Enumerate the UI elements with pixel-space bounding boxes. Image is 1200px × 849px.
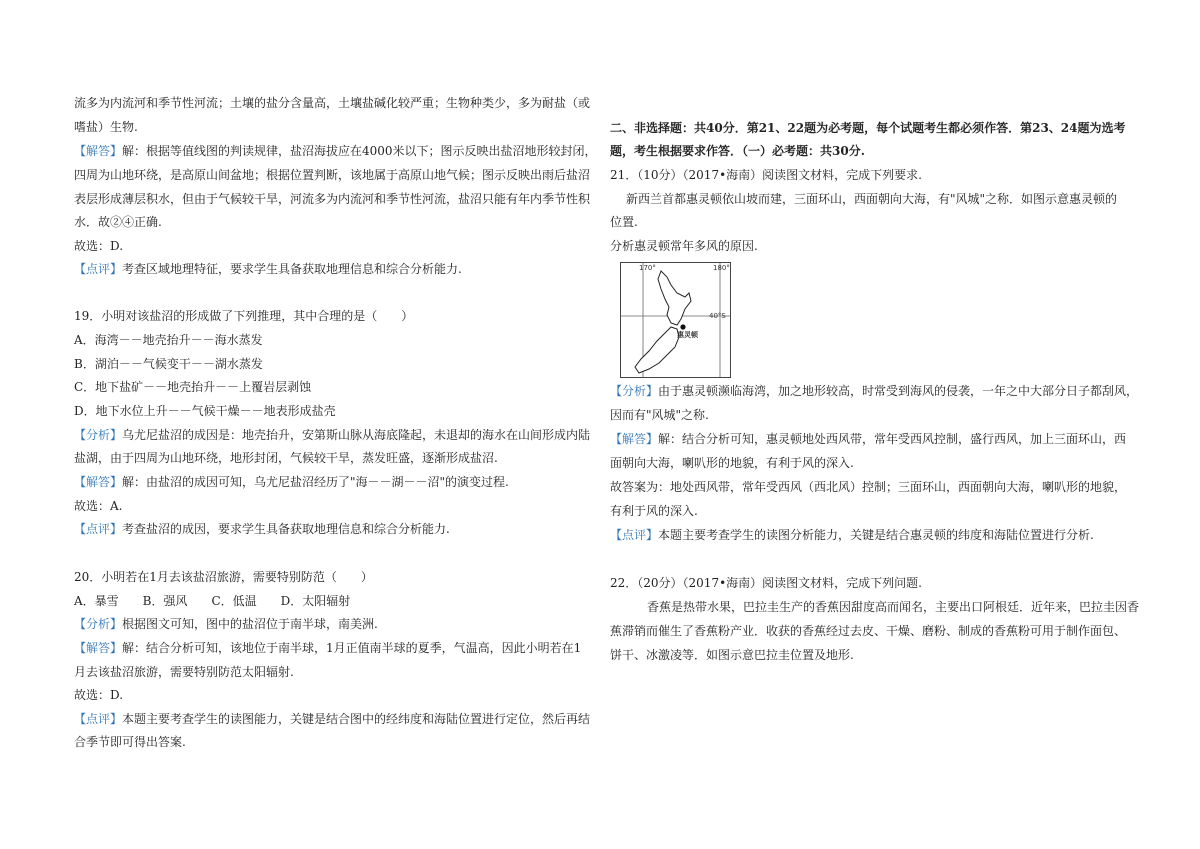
analysis-text: 由于惠灵顿濒临海湾，加之地形较高，时常受到海风的侵袭，一年之中大部分日子都刮风， [658,384,1139,398]
comment-text: 本题主要考查学生的读图能力，关键是结合图中的经纬度和海陆位置进行定位，然后再结 [122,712,591,726]
wellington-map [620,262,731,378]
q18-text-line-2: 嗜盐）生物. [74,120,138,134]
q21-final-line-2: 有利于风的深入. [610,504,698,518]
q19-answer [74,473,509,491]
q18-text-line-1: 流多为内流河和季节性河流；土壤的盐分含量高，土壤盐碱化较严重；生物种类少，多为耐盐（或 [74,96,591,110]
section-header-line-2: 题，考生根据要求作答．（一）必考题：共30分. [610,144,865,158]
q19-option-a: A．海湾－－地壳抬升－－海水蒸发 [74,333,263,347]
q22-material-line-2: 蕉滞销而催生了香蕉粉产业．收获的香蕉经过去皮、干燥、磨粉、制成的香蕉粉可用于制作面包、 [610,624,1127,638]
q21-analysis-line-1 [610,382,1138,400]
map-graphic [621,263,730,377]
comment-text: 考查盐沼的成因，要求学生具备获取地理信息和综合分析能力. [122,522,450,536]
q19-choice: 故选：A. [74,499,123,513]
q19-option-b: B．湖泊－－气候变干－－湖水蒸发 [74,357,263,371]
q21-material-line-2: 位置. [610,215,638,229]
comment-tag: 【点评】 [74,522,123,536]
comment-tag: 【点评】 [74,712,123,726]
q20-comment-line-1 [74,710,590,728]
q20-answer-line-2: 月去该盐沼旅游，需要特别防范太阳辐射. [74,665,294,679]
answer-tag: 【解答】 [610,432,659,446]
q19-analysis-line-2: 盐湖，由于四周为山地环绕，地形封闭，气候较干旱，蒸发旺盛，逐渐形成盐沼. [74,451,498,465]
q18-answer-line-1 [74,142,597,160]
q20-answer-line-1 [74,639,581,657]
answer-text: 解：结合分析可知，惠灵顿地处西风带，常年受西风控制，盛行西风，加上三面环山，西 [658,432,1127,446]
q19-option-d: D．地下水位上升－－气候干燥－－地表形成盐壳 [74,404,336,418]
q21-comment [610,526,1094,544]
q19-comment [74,520,450,538]
q20-stem: 20．小明若在1月去该盐沼旅游，需要特别防范（ ） [74,570,373,584]
q20-options: A．暴雪 B．强风 C．低温 D．太阳辐射 [74,594,351,608]
q19-option-c: C．地下盐矿－－地壳抬升－－上覆岩层剥蚀 [74,380,312,394]
q21-answer-line-1 [610,430,1126,448]
q18-answer-line-3: 表层形成薄层积水，但由于气候较干旱，河流多为内流河和季节性河流，盐沼只能有年内季节性积 [74,192,591,206]
analysis-tag: 【分析】 [74,617,123,631]
analysis-text: 乌尤尼盐沼的成因是：地壳抬升，安第斯山脉从海底隆起，未退却的海水在山间形成内陆 [122,428,591,442]
comment-text: 考查区域地理特征，要求学生具备获取地理信息和综合分析能力. [122,262,462,276]
q22-stem: 22．（20分）（2017•海南）阅读图文材料，完成下列问题. [610,576,922,590]
q22-material-line-1: 香蕉是热带水果，巴拉圭生产的香蕉因甜度高而闻名，主要出口阿根廷．近年来，巴拉圭因香 [647,600,1140,614]
analysis-text: 根据图文可知，图中的盐沼位于南半球，南美洲. [122,617,378,631]
q18-comment [74,260,462,278]
answer-tag: 【解答】 [74,641,123,655]
analysis-tag: 【分析】 [74,428,123,442]
q18-answer-line-2: 四周为山地环绕，是高原山间盆地；根据位置判断，该地属于高原山地气候；图示反映出雨后盐沼 [74,168,591,182]
q21-final-line-1: 故答案为：地处西风带，常年受西风（西北风）控制；三面环山，西面朝向大海，喇叭形的地貌， [610,480,1127,494]
q21-material-line-1: 新西兰首都惠灵顿依山坡而建，三面环山，西面朝向大海，有"风城"之称．如图示意惠灵顿的 [626,192,1118,206]
q18-choice: 故选：D. [74,239,124,253]
map-label-180: 180° [713,264,730,272]
map-label-40s: 40°S [709,312,726,320]
answer-tag: 【解答】 [74,475,123,489]
map-label-wellington: 惠灵顿 [677,331,698,339]
answer-text: 解：结合分析可知，该地位于南半球，1月正值南半球的夏季，气温高，因此小明若在1 [122,641,582,655]
comment-tag: 【点评】 [74,262,123,276]
section-header-line-1: 二、非选择题：共40分．第21、22题为必考题，每个试题考生都必须作答．第23、24题为选考 [610,121,1126,135]
q18-answer-line-4: 水．故②④正确. [74,215,162,229]
q21-analysis-line-2: 因而有"风城"之称. [610,408,709,422]
q21-stem: 21．（10分）（2017•海南）阅读图文材料，完成下列要求. [610,168,922,182]
q19-stem: 19．小明对该盐沼的形成做了下列推理，其中合理的是（ ） [74,309,414,323]
map-label-170: 170° [639,264,656,272]
comment-tag: 【点评】 [610,528,659,542]
q20-comment-line-2: 合季节即可得出答案. [74,735,186,749]
q21-question: 分析惠灵顿常年多风的原因. [610,239,758,253]
analysis-tag: 【分析】 [610,384,659,398]
answer-text: 解：根据等值线图的判读规律，盐沼海拔应在4000米以下；图示反映出盐沼地形较封闭， [122,144,597,158]
answer-text: 解：由盐沼的成因可知，乌尤尼盐沼经历了"海－－湖－－沼"的演变过程. [122,475,509,489]
answer-tag: 【解答】 [74,144,123,158]
q19-analysis-line-1 [74,426,590,444]
q20-choice: 故选：D. [74,688,124,702]
q20-analysis [74,615,378,633]
comment-text: 本题主要考查学生的读图分析能力，关键是结合惠灵顿的纬度和海陆位置进行分析. [658,528,1094,542]
q21-answer-line-2: 面朝向大海，喇叭形的地貌，有利于风的深入. [610,456,854,470]
q22-material-line-3: 饼干、冰激凌等．如图示意巴拉圭位置及地形. [610,648,854,662]
